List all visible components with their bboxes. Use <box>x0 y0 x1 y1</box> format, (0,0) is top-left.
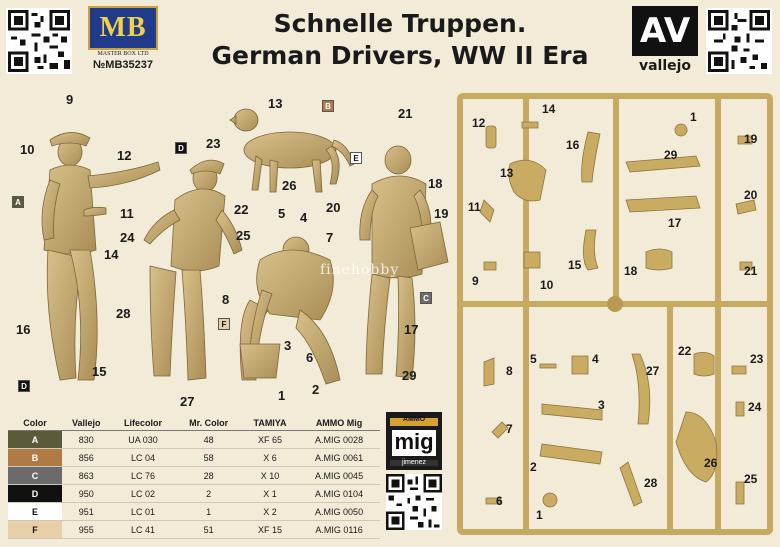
paint-table-row <box>8 431 380 449</box>
watermark: finehobby <box>320 262 400 278</box>
figure-driver-bending <box>144 160 242 380</box>
color-tag-a: A <box>12 196 24 208</box>
cell-swatch: C <box>8 467 62 485</box>
callout: 19 <box>434 206 449 221</box>
vallejo-name: vallejo <box>638 58 692 74</box>
cell-ammo: A.MIG 0061 <box>298 449 380 467</box>
callout: 15 <box>92 364 107 379</box>
cell-vallejo: 950 <box>62 485 111 503</box>
cell-vallejo: 830 <box>62 431 111 449</box>
paint-table-row <box>8 503 380 521</box>
callout: 25 <box>236 228 251 243</box>
part-number: 28 <box>644 476 658 490</box>
part-number: 24 <box>748 400 762 414</box>
color-tag-d: D <box>18 380 30 392</box>
col-tamiya: TAMIYA <box>242 416 298 431</box>
cell-swatch: E <box>8 503 62 521</box>
part-number: 21 <box>744 264 758 278</box>
title-line-2: German Drivers, WW II Era <box>211 41 589 70</box>
callout: 16 <box>16 322 31 337</box>
cell-vallejo: 955 <box>62 521 111 539</box>
title-line-1: Schnelle Truppen. <box>273 9 527 38</box>
callout: 4 <box>300 210 308 225</box>
part-number: 8 <box>506 364 513 378</box>
callout: 21 <box>398 106 413 121</box>
cell-tamiya: X 1 <box>242 485 298 503</box>
callout: 22 <box>234 202 249 217</box>
masterbox-sub: MASTER BOX LTD <box>97 51 149 57</box>
part-number: 13 <box>500 166 514 180</box>
callout: 18 <box>428 176 443 191</box>
cell-mrcolor: 1 <box>175 503 241 521</box>
part-number: 2 <box>530 460 537 474</box>
paint-table-row <box>8 521 380 539</box>
figure-driver-crouching <box>240 237 340 384</box>
cell-tamiya: XF 65 <box>242 431 298 449</box>
ammo-line1: AMMO <box>402 416 426 423</box>
col-vallejo: Vallejo <box>62 416 111 431</box>
callout: 20 <box>326 200 341 215</box>
page-title <box>170 8 630 72</box>
cell-mrcolor: 2 <box>175 485 241 503</box>
ammo-line2: mig <box>394 429 434 454</box>
part-number: 22 <box>678 344 692 358</box>
callout: 9 <box>66 92 74 107</box>
cell-mrcolor: 58 <box>175 449 241 467</box>
qr-code-bottom[interactable] <box>386 474 442 530</box>
cell-swatch: B <box>8 449 62 467</box>
callout: 8 <box>222 292 230 307</box>
vallejo-logo <box>632 6 698 78</box>
part-number: 11 <box>468 200 481 214</box>
part-number: 17 <box>668 216 682 230</box>
callout: 6 <box>306 350 314 365</box>
part-number: 12 <box>472 116 486 130</box>
paint-table-row <box>8 467 380 485</box>
cell-lifecolor: LC 41 <box>111 521 176 539</box>
part-number: 25 <box>744 472 758 486</box>
callout: 23 <box>206 136 221 151</box>
callout: 10 <box>20 142 35 157</box>
part-number: 14 <box>542 102 556 116</box>
col-ammo: AMMO Mig <box>298 416 380 431</box>
cell-ammo: A.MIG 0104 <box>298 485 380 503</box>
col-color: Color <box>8 416 62 431</box>
callout: 1 <box>278 388 286 403</box>
part-number: 5 <box>530 352 537 366</box>
callout: 24 <box>120 230 135 245</box>
paint-table-row <box>8 449 380 467</box>
callout: 28 <box>116 306 131 321</box>
col-mrcolor: Mr. Color <box>175 416 241 431</box>
callout: 13 <box>268 96 283 111</box>
part-number: 10 <box>540 278 554 292</box>
masterbox-mark: MB <box>88 6 158 50</box>
part-number: 16 <box>566 138 580 152</box>
part-number: 18 <box>624 264 638 278</box>
part-number: 29 <box>664 148 678 162</box>
cell-mrcolor: 48 <box>175 431 241 449</box>
color-tag-c: C <box>420 292 432 304</box>
paint-table-header <box>8 416 380 431</box>
callout: 2 <box>312 382 320 397</box>
qr-code-right[interactable] <box>706 8 772 74</box>
header <box>0 0 780 86</box>
cell-tamiya: X 10 <box>242 467 298 485</box>
cell-tamiya: X 6 <box>242 449 298 467</box>
part-number: 4 <box>592 352 599 366</box>
color-tag-b: B <box>322 100 334 112</box>
cell-swatch: F <box>8 521 62 539</box>
figure-officer <box>42 132 160 380</box>
cell-tamiya: X 2 <box>242 503 298 521</box>
col-lifecolor: Lifecolor <box>111 416 176 431</box>
figures-illustration <box>0 90 455 410</box>
part-number: 6 <box>496 494 503 508</box>
callout: 27 <box>180 394 195 409</box>
vallejo-mark: AV <box>632 6 698 56</box>
part-number: 3 <box>598 398 605 412</box>
part-number: 23 <box>750 352 764 366</box>
callout: 3 <box>284 338 292 353</box>
color-tag-e: E <box>350 152 362 164</box>
part-number: 1 <box>690 110 697 124</box>
cell-lifecolor: LC 04 <box>111 449 176 467</box>
callout: 11 <box>120 206 134 221</box>
sprue-frame <box>456 92 774 537</box>
callout: 5 <box>278 206 286 221</box>
callout: 14 <box>104 247 119 262</box>
masterbox-logo <box>88 6 158 78</box>
part-number: 19 <box>744 132 758 146</box>
figures-drawing <box>0 90 455 410</box>
callout: 17 <box>404 322 419 337</box>
part-number: 7 <box>506 422 513 436</box>
ammo-mig-logo <box>386 412 442 470</box>
cell-ammo: A.MIG 0050 <box>298 503 380 521</box>
callout: 29 <box>402 368 417 383</box>
qr-code-left[interactable] <box>6 8 72 74</box>
color-tag-f: F <box>218 318 230 330</box>
cell-ammo: A.MIG 0045 <box>298 467 380 485</box>
part-number: 26 <box>704 456 718 470</box>
cell-lifecolor: LC 01 <box>111 503 176 521</box>
cell-lifecolor: LC 02 <box>111 485 176 503</box>
cell-lifecolor: UA 030 <box>111 431 176 449</box>
cell-vallejo: 951 <box>62 503 111 521</box>
part-number: 1 <box>536 508 543 522</box>
part-number: 9 <box>472 274 479 288</box>
callout: 26 <box>282 178 297 193</box>
callout: 7 <box>326 230 334 245</box>
color-tag-d-2: D <box>175 142 187 154</box>
cell-ammo: A.MIG 0116 <box>298 521 380 539</box>
cell-vallejo: 863 <box>62 467 111 485</box>
part-number: 27 <box>646 364 660 378</box>
part-number: 15 <box>568 258 582 272</box>
ammo-line3: jimenez <box>401 459 427 466</box>
kit-code: №MB35237 <box>93 59 153 71</box>
paint-table <box>8 416 380 539</box>
cell-lifecolor: LC 76 <box>111 467 176 485</box>
cell-vallejo: 856 <box>62 449 111 467</box>
cell-ammo: A.MIG 0028 <box>298 431 380 449</box>
cell-mrcolor: 28 <box>175 467 241 485</box>
part-number: 20 <box>744 188 758 202</box>
cell-tamiya: XF 15 <box>242 521 298 539</box>
cell-swatch: D <box>8 485 62 503</box>
cell-swatch: A <box>8 431 62 449</box>
sprue-diagram <box>456 92 774 537</box>
paint-table-row <box>8 485 380 503</box>
cell-mrcolor: 51 <box>175 521 241 539</box>
callout: 12 <box>117 148 132 163</box>
